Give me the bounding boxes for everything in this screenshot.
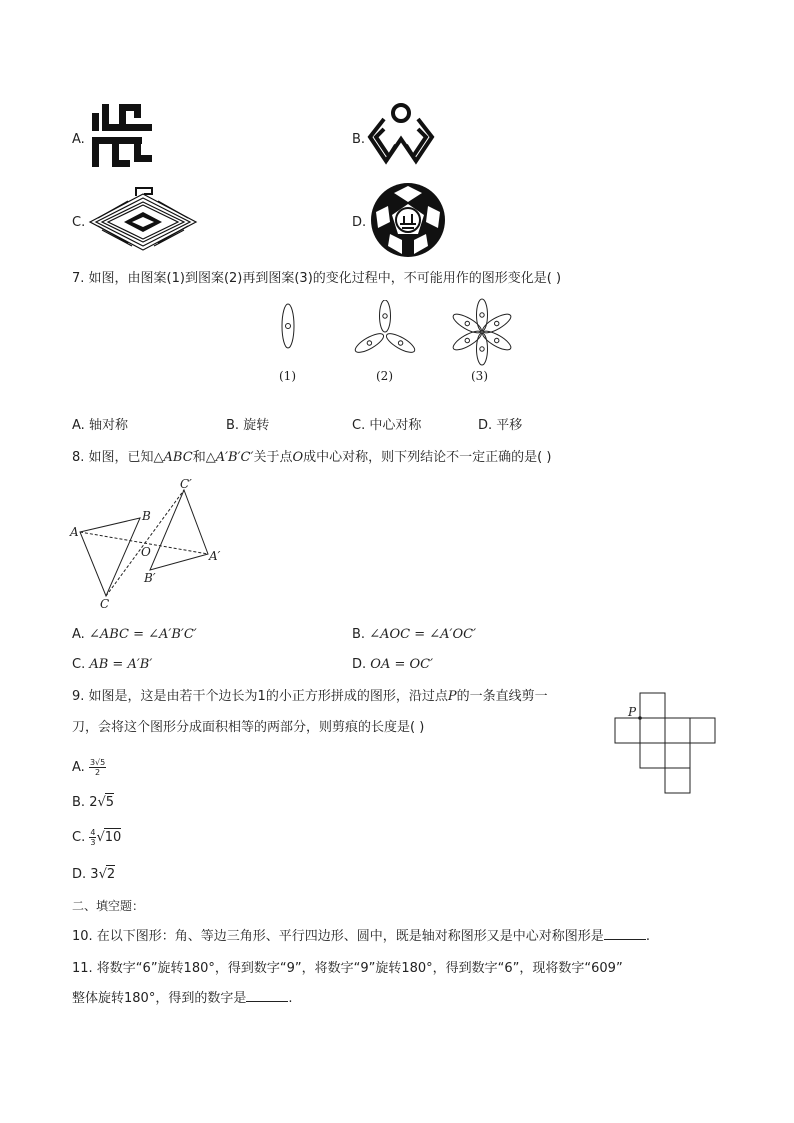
pattern-1-figure [275, 300, 301, 352]
q9-option-b: B. 2√5 [72, 795, 115, 810]
vertex-c-label: C [100, 597, 110, 611]
q7-option-b: B. 旋转 [226, 418, 270, 433]
circle-pentagon-emblem-icon [370, 182, 446, 258]
q8-option-c: C. AB = A′B′ [72, 657, 153, 672]
q7-option-a: A. 轴对称 [72, 418, 128, 433]
q8-stem: 8. 如图，已知△ABC和△A′B′C′关于点O成中心对称，则下列结论不一定正确的是( ) [72, 450, 552, 465]
vertex-c1-label: C′ [180, 477, 192, 491]
q6-option-c-label: C. [72, 215, 86, 230]
q7-option-d: D. 平移 [478, 418, 523, 433]
pattern-1-caption: (1) [279, 369, 296, 383]
q7-stem: 7. 如图，由图案(1)到图案(2)再到图案(3)的变化过程中，不可能用作的图形变化是( ) [72, 271, 562, 286]
woven-square-pattern-icon [88, 186, 198, 254]
pattern-2-figure [350, 300, 420, 358]
pattern-3-caption: (3) [471, 369, 488, 383]
pattern-3-figure [450, 296, 514, 368]
q9-option-a: A. $\frac{3√5}{2}$ [72, 758, 106, 777]
swastika-like-pattern-icon [88, 103, 156, 169]
point-p-label: P [628, 705, 637, 719]
q9-stem-line1: 9. 如图是，这是由若干个边长为1的小正方形拼成的图形，沿过点P的一条直线剪一 [72, 689, 548, 704]
q11-line2: 整体旋转180°，得到的数字是 . [72, 991, 293, 1006]
q8-option-b: B. ∠AOC = ∠A′OC′ [352, 627, 477, 642]
q9-squares-figure [612, 690, 722, 800]
q6-option-d-label: D. [352, 215, 367, 230]
q9-option-c: C. $\frac{4}{3}$ √10 [72, 828, 122, 847]
q8-option-a: A. ∠ABC = ∠A′B′C′ [72, 627, 197, 642]
q8-option-d: D. OA = OC′ [352, 657, 434, 672]
q10-text: 10. 在以下图形：角、等边三角形、平行四边形、圆中，既是轴对称图形又是中心对称图形是 . [72, 929, 650, 944]
q8-triangle-figure [68, 476, 228, 612]
pattern-2-caption: (2) [376, 369, 393, 383]
vertex-a1-label: A′ [209, 549, 221, 563]
q6-option-b-label: B. [352, 132, 366, 147]
vertex-a-label: A [70, 525, 79, 539]
q11-line1: 11. 将数字“6”旋转180°，得到数字“9”，将数字“9”旋转180°，得到数字“6”，现将数字“609” [72, 961, 623, 976]
q9-option-d: D. 3√2 [72, 867, 116, 882]
vertex-b-label: B [142, 509, 151, 523]
section-title: 二、填空题： [72, 899, 145, 913]
center-o-label: O [141, 545, 151, 559]
diamond-figure-pattern-icon [366, 101, 436, 171]
vertex-b1-label: B′ [144, 571, 156, 585]
q9-stem-line2: 刀，会将这个图形分成面积相等的两部分，则剪痕的长度是( ) [72, 720, 425, 735]
q6-option-a-label: A. [72, 132, 85, 147]
q7-option-c: C. 中心对称 [352, 418, 422, 433]
